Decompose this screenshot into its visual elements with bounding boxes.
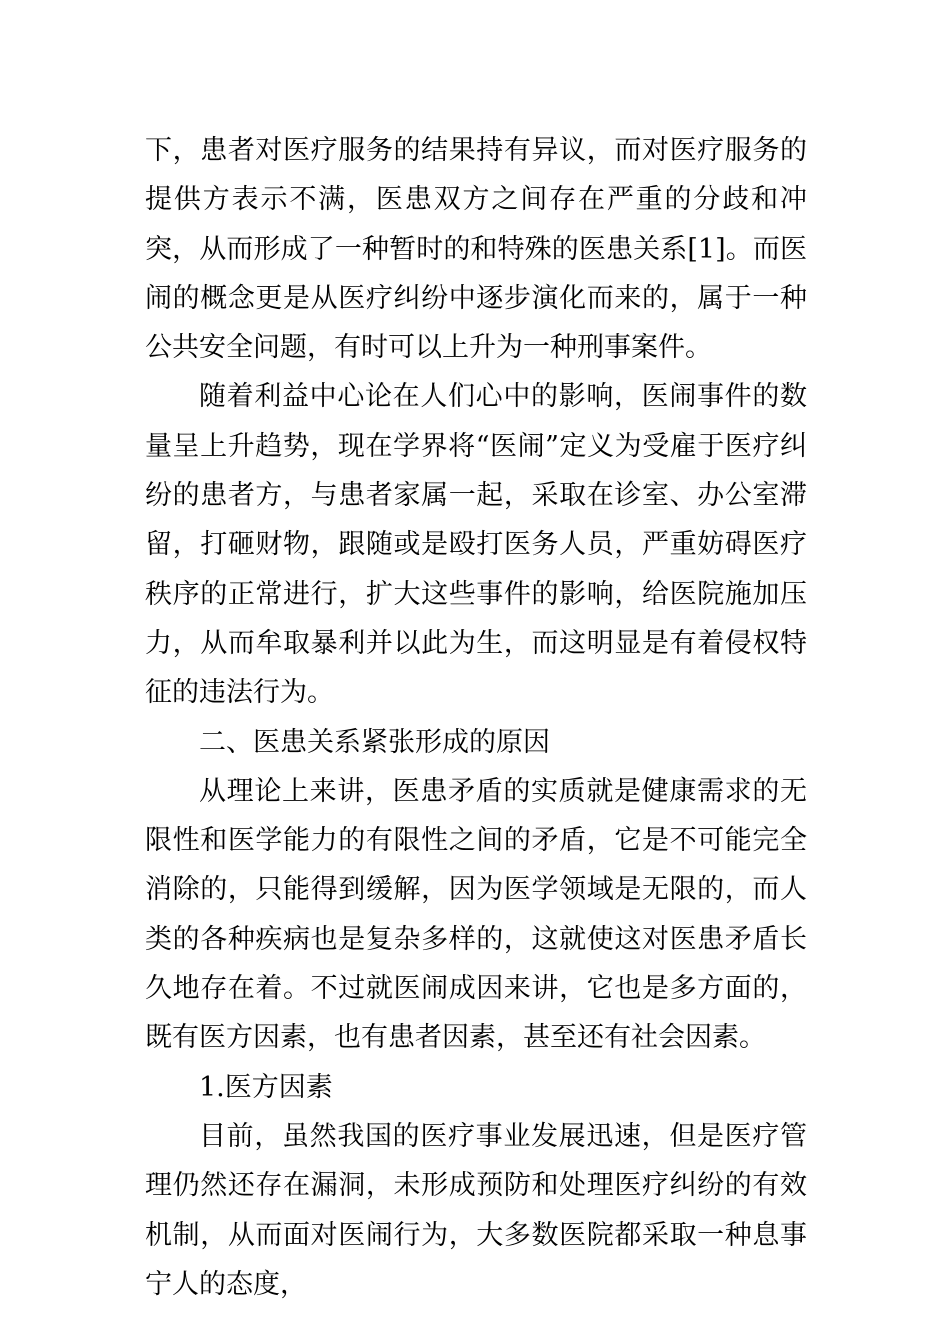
section-heading-causes: 二、医患关系紧张形成的原因 [199, 726, 550, 758]
paragraph-theory: 从理论上来讲，医患矛盾的实质就是健康需求的无限性和医学能力的有限性之间的矛盾，它是不可能完全消除的，只能得到缓解，因为医学领域是无限的，而人类的各种疾病也是复杂多样的，这就使这对医患矛盾长久地存在着。不过就医闹成因来讲，它也是多方面的，既有医方因素，也有患者因素，甚至还有社会因素。 [145, 775, 807, 1054]
document-page [145, 126, 807, 1309]
paragraph-profit-theory: 随着利益中心论在人们心中的影响，医闹事件的数量呈上升趋势，现在学界将“医闹”定义为受雇于医疗纠纷的患者方，与患者家属一起，采取在诊室、办公室滞留，打砸财物，跟随或是殴打医务人员，严重妨碍医疗秩序的正常进行，扩大这些事件的影响，给医院施加压力，从而牟取暴利并以此为生，而这明显是有着侵权特征的违法行为。 [145, 381, 807, 709]
paragraph-medical-management: 目前，虽然我国的医疗事业发展迅速，但是医疗管理仍然还存在漏洞，未形成预防和处理医疗纠纷的有效机制，从而面对医闹行为，大多数医院都采取一种息事宁人的态度， [145, 1120, 807, 1300]
paragraph-continued: 下，患者对医疗服务的结果持有异议，而对医疗服务的提供方表示不满，医患双方之间存在严重的分歧和冲突，从而形成了一种暂时的和特殊的医患关系[1]。而医闹的概念更是从医疗纠纷中逐步演化而来的，属于一种公共安全问题，有时可以上升为一种刑事案件。 [145, 135, 807, 364]
subsection-heading-medical-factors: 1.医方因素 [199, 1071, 333, 1103]
